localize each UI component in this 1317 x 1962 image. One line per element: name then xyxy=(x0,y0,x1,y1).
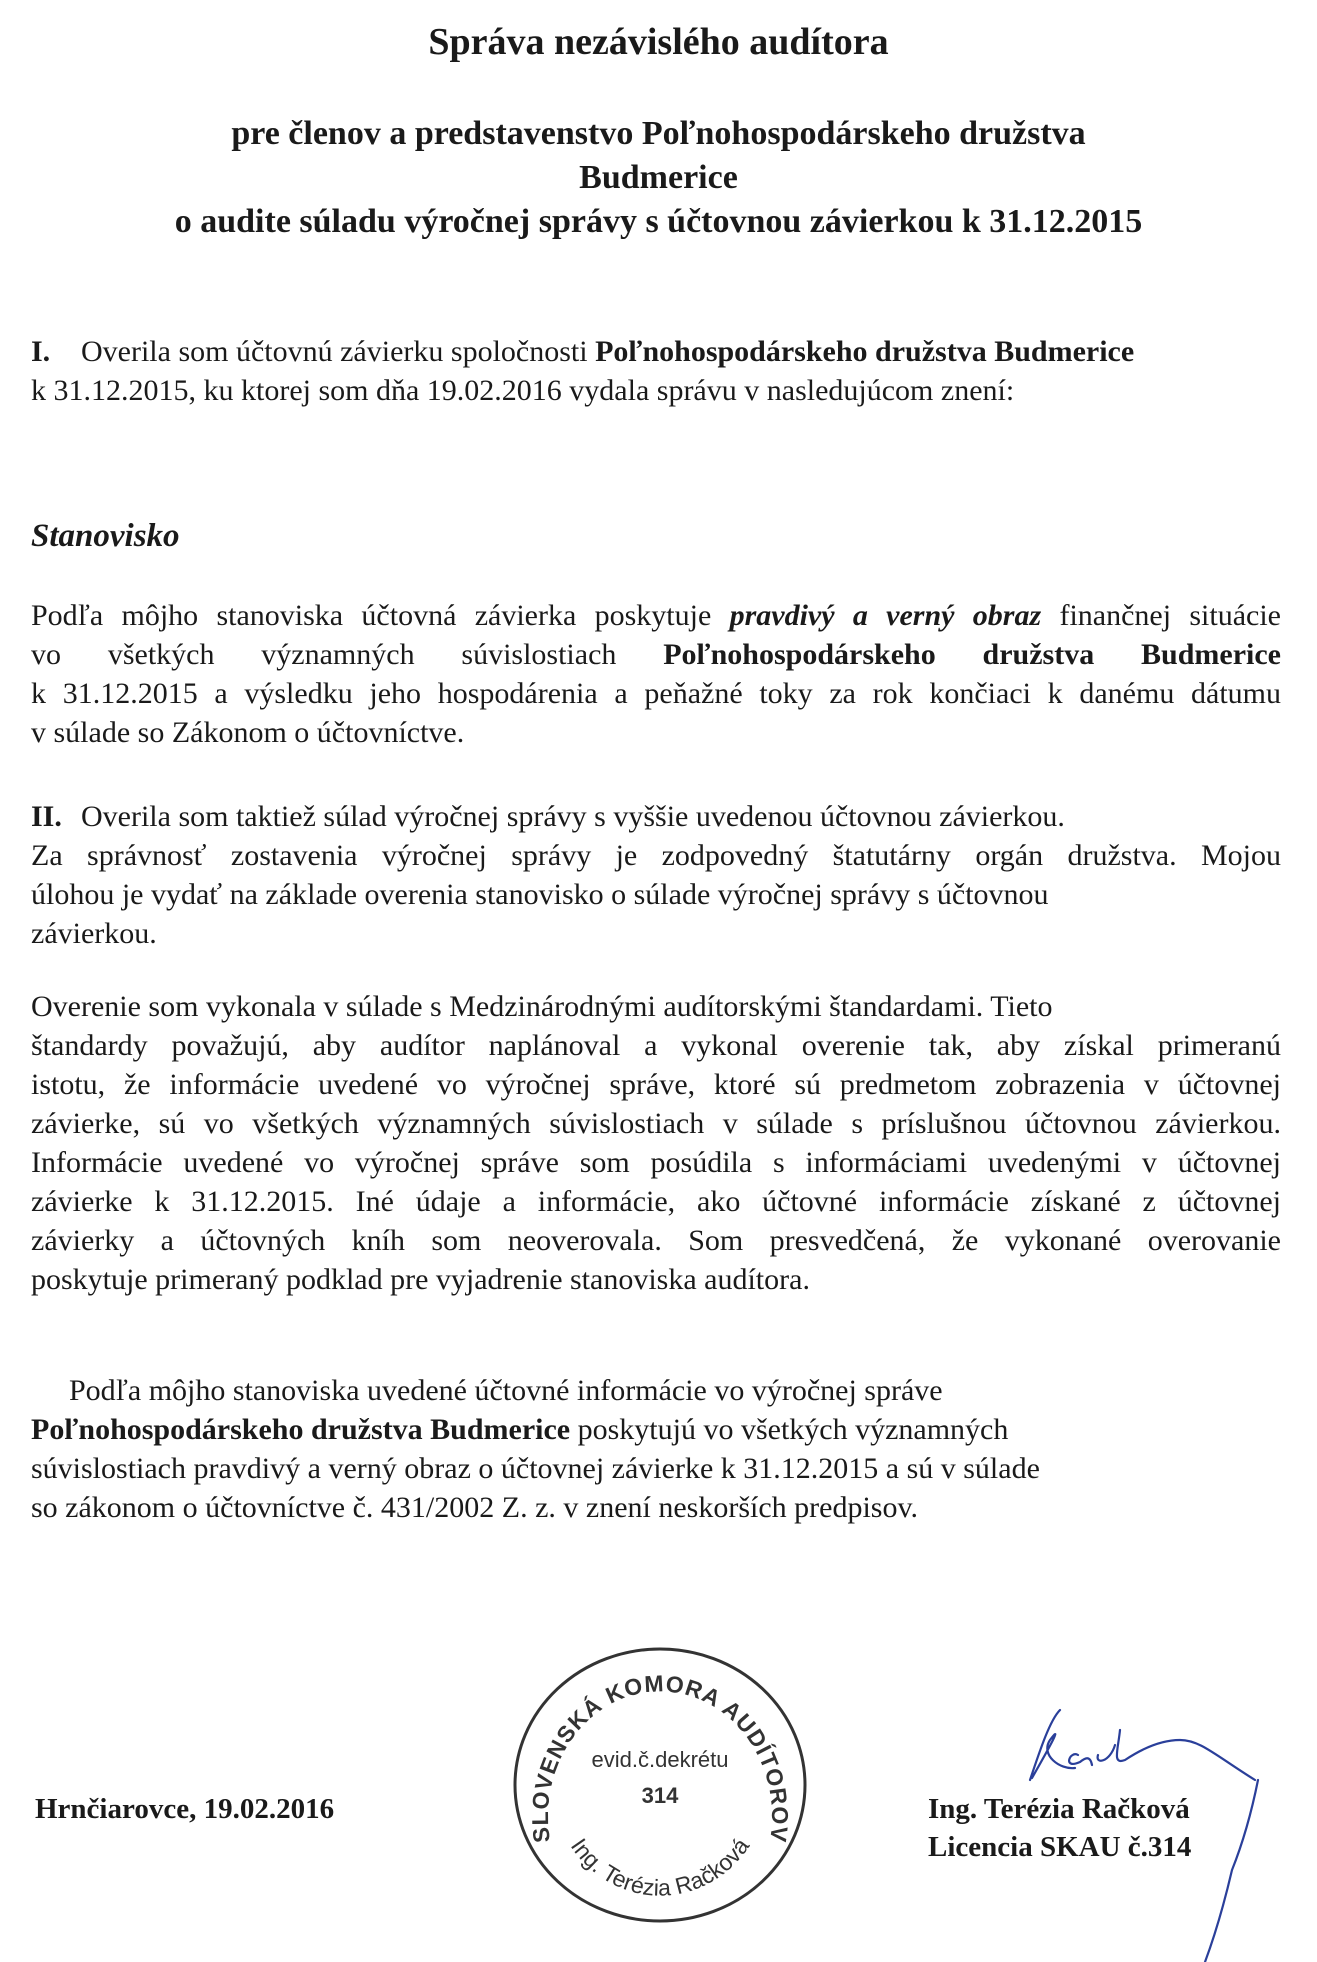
text-segment: závierke k 31.12.2015. Iné údaje a informácie, ako účtovné informácie získané z účtovnej xyxy=(31,1185,1281,1218)
text-segment: Podľa môjho stanoviska účtovná závierka poskytuje xyxy=(31,599,730,632)
text-line xyxy=(31,875,1281,914)
svg-text:Ing. Terézia Račková xyxy=(566,1833,754,1901)
verification-paragraph xyxy=(31,987,1281,1299)
text-line xyxy=(31,987,1281,1026)
text-line xyxy=(31,1449,1040,1488)
text-line xyxy=(31,1143,1281,1182)
conclusion-paragraph xyxy=(31,1371,1040,1527)
emphasized-text: pravdivý a verný obraz xyxy=(729,599,1042,632)
text-segment: k 31.12.2015 a výsledku jeho hospodárenia a peňažné toky za rok končiaci k danému dátumu xyxy=(31,677,1281,710)
text-line xyxy=(31,1026,1281,1065)
text-segment: Overenie som vykonala v súlade s Medzinárodnými audítorskými štandardami. Tieto xyxy=(31,990,1053,1023)
text-line xyxy=(31,1182,1281,1221)
text-line xyxy=(31,674,1281,713)
section-1 xyxy=(31,332,1134,410)
signatory-name: Ing. Terézia Račková xyxy=(928,1793,1190,1825)
subtitle-line: pre členov a predstavenstvo Poľnohospodárskeho družstva xyxy=(231,115,1086,152)
opinion-paragraph xyxy=(31,596,1281,752)
text-segment: so zákonom o účtovníctve č. 431/2002 Z. z. v znení neskorších predpisov. xyxy=(31,1491,919,1524)
text-segment: Za správnosť zostavenia výročnej správy je zodpovedný štatutárny orgán družstva. Mojou xyxy=(31,839,1281,872)
text-segment: Podľa môjho stanoviska uvedené účtovné informácie vo výročnej správe xyxy=(69,1374,943,1407)
text-segment: Overila som taktiež súlad výročnej správy s vyššie uvedenou účtovnou závierkou. xyxy=(81,800,1065,833)
text-segment: úlohou je vydať na základe overenia stanovisko o súlade výročnej správy s účtovnou xyxy=(31,878,1049,911)
text-line xyxy=(31,371,1134,410)
text-segment: závierky a účtovných kníh som neoverovala. Som presvedčená, že vykonané overovanie xyxy=(31,1224,1281,1257)
text-segment: Informácie uvedené vo výročnej správe som posúdila s informáciami uvedenými v účtovnej xyxy=(31,1146,1281,1179)
text-segment: Overila som účtovnú závierku spoločnosti xyxy=(81,335,596,368)
text-segment: finančnej situácie xyxy=(1041,599,1281,632)
signatory-license: Licencia SKAU č.314 xyxy=(928,1831,1192,1863)
emphasized-text: Poľnohospodárskeho družstva Budmerice xyxy=(31,1413,571,1446)
text-line xyxy=(31,332,1134,371)
text-segment: štandardy považujú, aby audítor naplánoval a vykonal overenie tak, aby získal primeranú xyxy=(31,1029,1281,1062)
text-segment: vo všetkých významných súvislostiach xyxy=(31,638,664,671)
subtitle-line: o audite súladu výročnej správy s účtovnou závierkou k 31.12.2015 xyxy=(174,203,1143,240)
text-line xyxy=(31,1371,1040,1410)
text-line xyxy=(31,914,1281,953)
document-subtitle xyxy=(0,112,1317,244)
text-segment: súvislostiach pravdivý a verný obraz o účtovnej závierke k 31.12.2015 a sú v súlade xyxy=(31,1452,1040,1485)
text-line xyxy=(31,797,1281,836)
text-segment: istotu, že informácie uvedené vo výročnej správe, ktoré sú predmetom zobrazenia v účtovnej xyxy=(31,1068,1281,1101)
signatory-block xyxy=(928,1790,1191,1866)
document-title: Správa nezávislého audítora xyxy=(428,21,889,63)
section-number: I. xyxy=(31,335,51,368)
emphasized-text: Poľnohospodárskeho družstva Budmerice xyxy=(663,638,1281,671)
place-date: Hrnčiarovce, 19.02.2016 xyxy=(35,1793,335,1825)
stamp-center-number: 314 xyxy=(641,1783,679,1808)
text-segment: závierkou. xyxy=(31,917,157,950)
opinion-heading: Stanovisko xyxy=(31,518,180,554)
text-line xyxy=(31,635,1281,674)
section-2 xyxy=(31,797,1281,953)
emphasized-text: Poľnohospodárskeho družstva Budmerice xyxy=(595,335,1135,368)
text-line xyxy=(31,1410,1040,1449)
text-line xyxy=(31,1221,1281,1260)
text-segment: k 31.12.2015, ku ktorej som dňa 19.02.2016 vydala správu v nasledujúcom znení: xyxy=(31,374,1015,407)
stamp-bottom-text: Ing. Terézia Račková xyxy=(565,1833,755,1901)
subtitle-line: Budmerice xyxy=(579,159,738,196)
auditor-stamp xyxy=(505,1640,815,1930)
text-line xyxy=(31,1260,1281,1299)
stamp-center-label: evid.č.dekrétu xyxy=(591,1747,729,1772)
text-line xyxy=(31,1104,1281,1143)
stamp-outer-text: SLOVENSKÁ KOMORA AUDÍTOROV xyxy=(526,1670,794,1845)
text-line xyxy=(31,1065,1281,1104)
text-segment: poskytujú vo všetkých významných xyxy=(570,1413,1009,1446)
section-number: II. xyxy=(31,800,62,833)
text-segment: v súlade so Zákonom o účtovníctve. xyxy=(31,716,465,749)
text-segment: závierke, sú vo všetkých významných súvislostiach v súlade s príslušnou účtovnou závierkou. xyxy=(31,1107,1281,1140)
text-line xyxy=(31,596,1281,635)
text-segment: poskytuje primeraný podklad pre vyjadrenie stanoviska audítora. xyxy=(31,1263,810,1296)
text-line xyxy=(31,836,1281,875)
text-line xyxy=(31,713,1281,752)
text-line xyxy=(31,1488,1040,1527)
